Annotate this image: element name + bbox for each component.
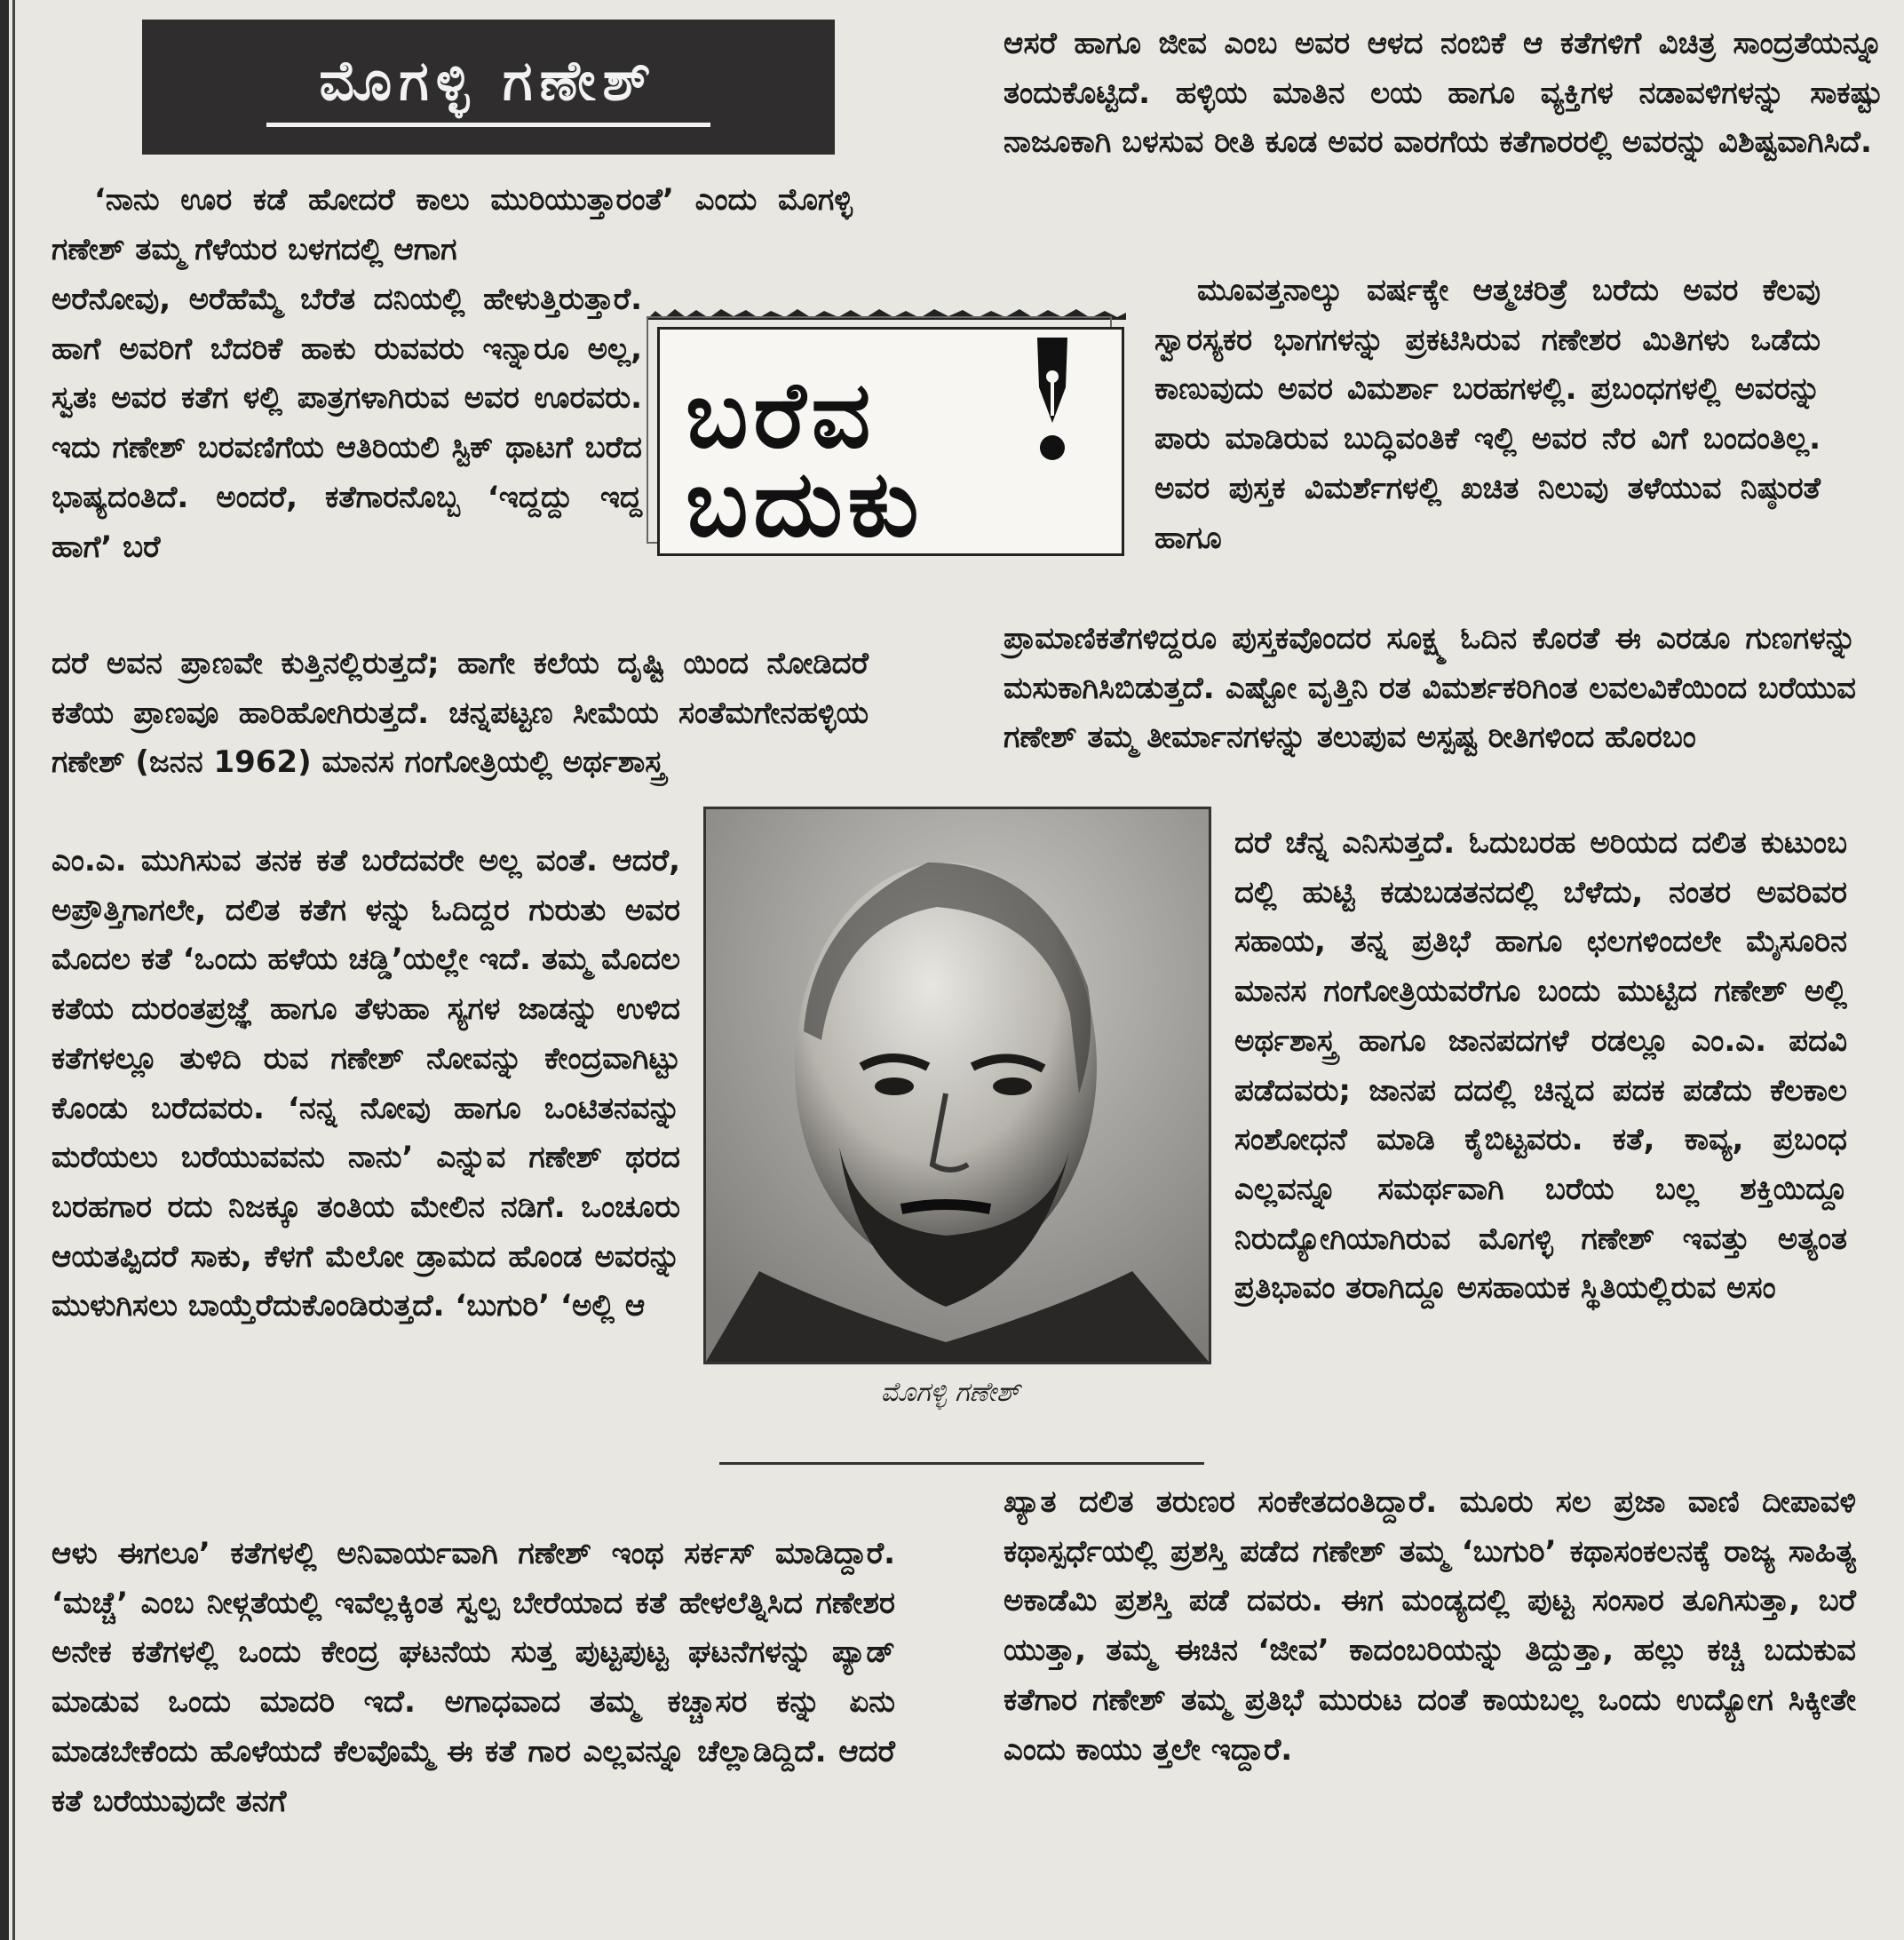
para-text: ಮೂವತ್ತನಾಲ್ಕು ವರ್ಷಕ್ಕೇ ಆತ್ಮಚರಿತ್ರೆ ಬರೆದು ಅವರ ಕೆಲವು ಸ್ವಾರಸ್ಯಕರ ಭಾಗಗಳನ್ನು ಪ್ರಕಟಿಸಿರುವ ಗಣೇಶರ ಮಿತಿಗಳು ಒಡೆದು ಕಾಣುವುದು ಅವರ ವಿಮರ್ಶಾ ಬರಹಗಳಲ್ಲಿ. ಪ್ರಬಂಧಗಳಲ್ಲಿ ಅವರನ್ನು ಪಾರು ಮಾಡಿರುವ ಬುದ್ಧಿವಂತಿಕೆ ಇಲ್ಲಿ ಅವರ ನೆರ ವಿಗೆ ಬಂದಂತಿಲ್ಲ. ಅವರ ಪುಸ್ತಕ ವಿಮರ್ಶೆಗಳಲ್ಲಿ ಖಚಿತ ನಿಲುವು ತಳೆಯುವ ನಿಷ್ಠುರತೆ ಹಾಗೂ xyxy=(1154,273,1821,556)
article-left-para-2 xyxy=(52,837,680,1332)
photo-caption: ಮೊಗಳ್ಳಿ ಗಣೇಶ್ xyxy=(880,1377,1020,1408)
para-text: ಆಳು ಈಗಲೂ’ ಕತೆಗಳಲ್ಲಿ ಅನಿವಾರ್ಯವಾಗಿ ಗಣೇಶ್ ಇಂಥ ಸರ್ಕಸ್ ಮಾಡಿದ್ದಾರೆ. ‘ಮಚ್ಚೆ’ ಎಂಬ ನೀಳ್ಗತೆಯಲ್ಲಿ ಇವೆಲ್ಲಕ್ಕಿಂತ ಸ್ವಲ್ಪ ಬೇರೆಯಾದ ಕತೆ ಹೇಳಲೆತ್ನಿಸಿದ ಗಣೇಶರ ಅನೇಕ ಕತೆಗಳಲ್ಲಿ ಒಂದು ಕೇಂದ್ರ ಘಟನೆಯ ಸುತ್ತ ಪುಟ್ಟಪುಟ್ಟ ಘಟನೆಗಳನ್ನು ಪ್ಯಾಡ್ ಮಾಡುವ ಒಂದು ಮಾದರಿ ಇದೆ. ಅಗಾಧವಾದ ತಮ್ಮ ಕಚ್ಚಾಸರ ಕನ್ನು ಏನು ಮಾಡಬೇಕೆಂದು ಹೊಳೆಯದೆ ಕೆಲವೊಮ್ಮೆ ಈ ಕತೆ ಗಾರ ಎಲ್ಲವನ್ನೂ ಚೆಲ್ಲಾಡಿದ್ದಿದೆ. ಆದರೆ ಕತೆ ಬರೆಯುವುದೇ ತನಗೆ xyxy=(52,1536,895,1819)
article-left-para-1a xyxy=(52,176,853,274)
article-right-para-2 xyxy=(1154,266,1821,563)
headline-title: ಮೊಗಳ್ಳಿ ಗಣೇಶ್ xyxy=(319,47,658,113)
author-portrait-photo xyxy=(703,807,1211,1364)
para-text: ಎಂ.ಎ. ಮುಗಿಸುವ ತನಕ ಕತೆ ಬರೆದವರೇ ಅಲ್ಲ ವಂತೆ. ಆದರೆ, ಅಪ್ರೌತ್ತಿಗಾಗಲೇ, ದಲಿತ ಕತೆಗ ಳನ್ನು ಓದಿದ್ದರ ಗುರುತು ಅವರ ಮೊದಲ ಕತೆ ‘ಒಂದು ಹಳೆಯ ಚಡ್ಡಿ’ಯಲ್ಲೇ ಇದೆ. ತಮ್ಮ ಮೊದಲ ಕತೆಯ ದುರಂತಪ್ರಜ್ಞೆ ಹಾಗೂ ತೆಳುಹಾ ಸ್ಯಗಳ ಜಾಡನ್ನು ಉಳಿದ ಕತೆಗಳಲ್ಲೂ ತುಳಿದಿ ರುವ ಗಣೇಶ್ ನೋವನ್ನು ಕೇಂದ್ರವಾಗಿಟ್ಟು ಕೊಂಡು ಬರೆದವರು. ‘ನನ್ನ ನೋವು ಹಾಗೂ ಒಂಟಿತನವನ್ನು ಮರೆಯಲು ಬರೆಯುವವನು ನಾನು’ ಎನ್ನುವ ಗಣೇಶ್ ಥರದ ಬರಹಗಾರ ರದು ನಿಜಕ್ಕೂ ತಂತಿಯ ಮೇಲಿನ ನಡಿಗೆ. ಒಂಚೂರು ಆಯತಪ್ಪಿದರೆ ಸಾಕು, ಕೆಳಗೆ ಮೆಲೋ ಡ್ರಾಮದ ಹೊಂಡ ಅವರನ್ನು ಮುಳುಗಿಸಲು ಬಾಯ್ತೆರೆದುಕೊಂಡಿರುತ್ತದೆ. ‘ಬುಗುರಿ’ ‘ಅಲ್ಲಿ ಆ xyxy=(52,843,680,1324)
para-text: ‘ನಾನು ಊರ ಕಡೆ ಹೋದರೆ ಕಾಲು ಮುರಿಯುತ್ತಾರಂತೆ’ ಎಂದು ಮೊಗಳ್ಳಿ ಗಣೇಶ್ ತಮ್ಮ ಗೆಳೆಯರ ಬಳಗದಲ್ಲಿ ಆಗಾಗ xyxy=(52,182,853,267)
article-right-para-4 xyxy=(1234,819,1847,1314)
article-right-para-1 xyxy=(1004,20,1883,168)
headline-banner xyxy=(142,20,835,155)
page-edge-rule xyxy=(0,0,9,1940)
caption-rule xyxy=(719,1462,1204,1465)
page-edge-rule-inner xyxy=(12,0,15,1940)
article-right-para-3 xyxy=(1004,615,1856,763)
headline-underline xyxy=(266,123,710,127)
para-text: ಅರೆನೋವು, ಅರೆಹೆಮ್ಮೆ ಬೆರೆತ ದನಿಯಲ್ಲಿ ಹೇಳುತ್ತಿರುತ್ತಾರೆ. ಹಾಗೆ ಅವರಿಗೆ ಬೆದರಿಕೆ ಹಾಕು ರುವವರು ಇನ್ನಾರೂ ಅಲ್ಲ, ಸ್ವತಃ ಅವರ ಕತೆಗ ಳಲ್ಲಿ ಪಾತ್ರಗಳಾಗಿರುವ ಅವರ ಊರವರು. ಇದು ಗಣೇಶ್ ಬರವಣಿಗೆಯ ಆತಿರಿಯಲಿ ಸ್ಟಿಕ್ ಥಾಟಗೆ ಬರೆದ ಭಾಷ್ಯದಂತಿದೆ. ಅಂದರೆ, ಕತೆಗಾರನೊಬ್ಬ ‘ಇದ್ದದ್ದು ಇದ್ದ ಹಾಗೆ’ ಬರೆ xyxy=(52,282,642,565)
para-text: ಆಸರೆ ಹಾಗೂ ಜೀವ ಎಂಬ ಅವರ ಆಳದ ನಂಬಿಕೆ ಆ ಕತೆಗಳಿಗೆ ವಿಚಿತ್ರ ಸಾಂದ್ರತೆಯನ್ನೂ ತಂದುಕೊಟ್ಟಿದೆ. ಹಳ್ಳಿಯ ಮಾತಿನ ಲಯ ಹಾಗೂ ವ್ಯಕ್ತಿಗಳ ನಡಾವಳಿಗಳನ್ನು ಸಾಕಷ್ಟು ನಾಜೂಕಾಗಿ ಬಳಸುವ ರೀತಿ ಕೂಡ ಅವರ ವಾರಗೆಯ ಕತೆಗಾರರಲ್ಲಿ ಅವರನ್ನು ವಿಶಿಷ್ಟವಾಗಿಸಿದೆ. xyxy=(1004,26,1883,161)
logo-word-bottom: ಬದುಕು xyxy=(686,449,924,558)
para-text: ದರೆ ಚೆನ್ನ ಎನಿಸುತ್ತದೆ. ಓದುಬರಹ ಅರಿಯದ ದಲಿತ ಕುಟುಂಬ ದಲ್ಲಿ ಹುಟ್ಟಿ ಕಡುಬಡತನದಲ್ಲಿ ಬೆಳೆದು, ನಂತರ ಅವರಿವರ ಸಹಾಯ, ತನ್ನ ಪ್ರತಿಭೆ ಹಾಗೂ ಛಲಗಳಿಂದಲೇ ಮೈಸೂರಿನ ಮಾನಸ ಗಂಗೋತ್ರಿಯವರೆಗೂ ಬಂದು ಮುಟ್ಟಿದ ಗಣೇಶ್ ಅಲ್ಲಿ ಅರ್ಥಶಾಸ್ತ್ರ ಹಾಗೂ ಜಾನಪದಗಳೆ ರಡಲ್ಲೂ ಎಂ.ಎ. ಪದವಿ ಪಡೆದವರು; ಜಾನಪ ದದಲ್ಲಿ ಚಿನ್ನದ ಪದಕ ಪಡೆದು ಕೆಲಕಾಲ ಸಂಶೋಧನೆ ಮಾಡಿ ಕೈಬಿಟ್ಟವರು. ಕತೆ, ಕಾವ್ಯ, ಪ್ರಬಂಧ ಎಲ್ಲವನ್ನೂ ಸಮರ್ಥವಾಗಿ ಬರೆಯ ಬಲ್ಲ ಶಕ್ತಿಯಿದ್ದೂ ನಿರುದ್ಯೋಗಿಯಾಗಿರುವ ಮೊಗಳ್ಳಿ ಗಣೇಶ್ ಇವತ್ತು ಅತ್ಯಂತ ಪ್ರತಿಭಾವಂ ತರಾಗಿದ್ದೂ ಅಸಹಾಯಕ ಸ್ಥಿತಿಯಲ್ಲಿರುವ ಅಸಂ xyxy=(1234,825,1847,1307)
para-text: ದರೆ ಅವನ ಪ್ರಾಣವೇ ಕುತ್ತಿನಲ್ಲಿರುತ್ತದೆ; ಹಾಗೇ ಕಲೆಯ ದೃಷ್ಟಿ ಯಿಂದ ನೋಡಿದರೆ ಕತೆಯ ಪ್ರಾಣವೂ ಹಾರಿಹೋಗಿರುತ್ತದೆ. ಚನ್ನಪಟ್ಟಣ ಸೀಮೆಯ ಸಂತೆಮಗೇನಹಳ್ಳಿಯ ಗಣೇಶ್ (ಜನನ 1962) ಮಾನಸ ಗಂಗೋತ್ರಿಯಲ್ಲಿ ಅರ್ಥಶಾಸ್ತ್ರ xyxy=(52,646,869,781)
pen-nib-icon xyxy=(1021,334,1083,467)
article-left-para-1c xyxy=(52,640,869,788)
para-text: ಪ್ರಾಮಾಣಿಕತೆಗಳಿದ್ದರೂ ಪುಸ್ತಕವೊಂದರ ಸೂಕ್ಷ್ಮ ಓದಿನ ಕೊರತೆ ಈ ಎರಡೂ ಗುಣಗಳನ್ನು ಮಸುಕಾಗಿಸಿಬಿಡುತ್ತದೆ. ಎಷ್ಟೋ ವೃತ್ತಿನಿ ರತ ವಿಮರ್ಶಕರಿಗಿಂತ ಲವಲವಿಕೆಯಿಂದ ಬರೆಯುವ ಗಣೇಶ್ ತಮ್ಮ ತೀರ್ಮಾನಗಳನ್ನು ತಲುಪುವ ಅಸ್ಪಷ್ಟ ರೀತಿಗಳಿಂದ ಹೊರಬಂ xyxy=(1004,621,1856,756)
article-left-para-1b xyxy=(52,275,642,572)
article-left-para-3 xyxy=(52,1530,895,1826)
logo-word-top: ಬರೆವ xyxy=(686,361,877,469)
para-text: ಖ್ಯಾತ ದಲಿತ ತರುಣರ ಸಂಕೇತದಂತಿದ್ದಾರೆ. ಮೂರು ಸಲ ಪ್ರಜಾ ವಾಣಿ ದೀಪಾವಳಿ ಕಥಾಸ್ಪರ್ಧೆಯಲ್ಲಿ ಪ್ರಶಸ್ತಿ ಪಡೆದ ಗಣೇಶ್ ತಮ್ಮ ‘ಬುಗುರಿ’ ಕಥಾಸಂಕಲನಕ್ಕೆ ರಾಜ್ಯ ಸಾಹಿತ್ಯ ಅಕಾಡೆಮಿ ಪ್ರಶಸ್ತಿ ಪಡೆ ದವರು. ಈಗ ಮಂಡ್ಯದಲ್ಲಿ ಪುಟ್ಟ ಸಂಸಾರ ತೂಗಿಸುತ್ತಾ, ಬರೆ ಯುತ್ತಾ, ತಮ್ಮ ಈಚಿನ ‘ಜೀವ’ ಕಾದಂಬರಿಯನ್ನು ತಿದ್ದುತ್ತಾ, ಹಲ್ಲು ಕಚ್ಚಿ ಬದುಕುವ ಕತೆಗಾರ ಗಣೇಶ್ ತಮ್ಮ ಪ್ರತಿಭೆ ಮುರುಟ ದಂತೆ ಕಾಯಬಲ್ಲ ಒಂದು ಉದ್ಯೋಗ ಸಿಕ್ಕೀತೇ ಎಂದು ಕಾಯು ತ್ತಲೇ ಇದ್ದಾರೆ. xyxy=(1004,1484,1856,1768)
article-right-para-5 xyxy=(1004,1478,1856,1775)
